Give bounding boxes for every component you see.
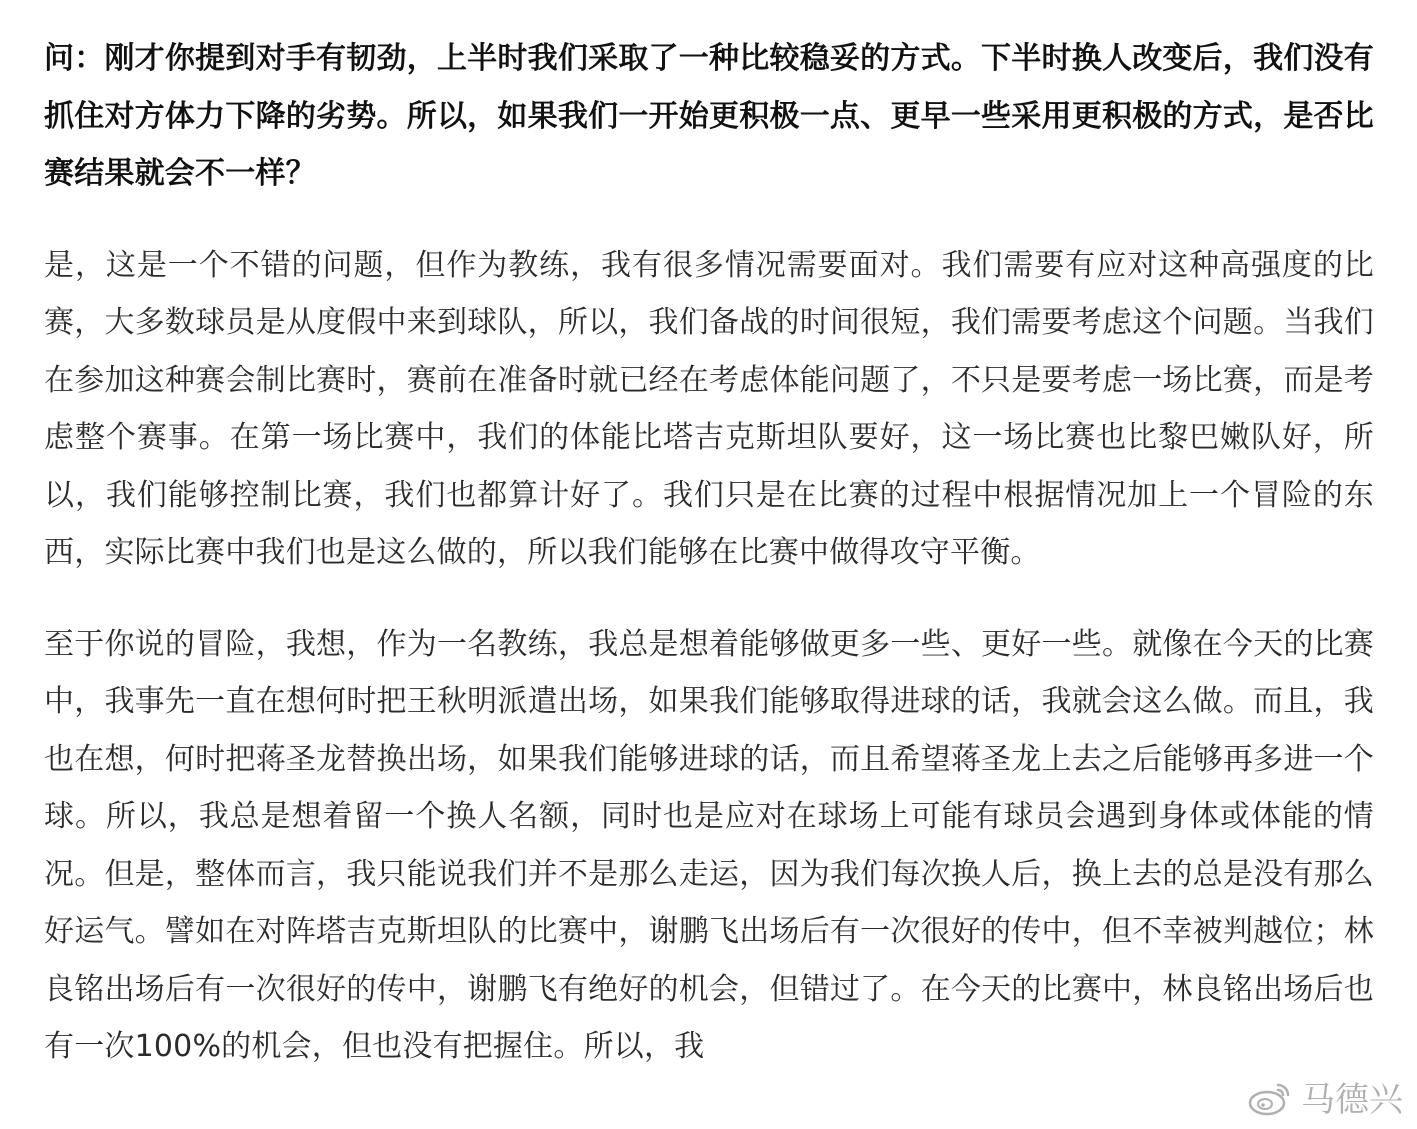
article-body xyxy=(44,30,1374,1076)
answer-paragraph-1: 是，这是一个不错的问题，但作为教练，我有很多情况需要面对。我们需要有应对这种高强度的比赛，大多数球员是从度假中来到球队，所以，我们备战的时间很短，我们需要考虑这个问题。当我们在参加这种赛会制比赛时，赛前在准备时就已经在考虑体能问题了，不只是要考虑一场比赛，而是考虑整个赛事。在第一场比赛中，我们的体能比塔吉克斯坦队要好，这一场比赛也比黎巴嫩队好，所以，我们能够控制比赛，我们也都算计好了。我们只是在比赛的过程中根据情况加上一个冒险的东西，实际比赛中我们也是这么做的，所以我们能够在比赛中做得攻守平衡。 xyxy=(44,247,1374,570)
answer-paragraph-2: 至于你说的冒险，我想，作为一名教练，我总是想着能够做更多一些、更好一些。就像在今天的比赛中，我事先一直在想何时把王秋明派遣出场，如果我们能够取得进球的话，我就会这么做。而且，我也在想，何时把蒋圣龙替换出场，如果我们能够进球的话，而且希望蒋圣龙上去之后能够再多进一个球。所以，我总是想着留一个换人名额，同时也是应对在球场上可能有球员会遇到身体或体能的情况。但是，整体而言，我只能说我们并不是那么走运，因为我们每次换人后，换上去的总是没有那么好运气。譬如在对阵塔吉克斯坦队的比赛中，谢鹏飞出场后有一次很好的传中，但不幸被判越位；林良铭出场后有一次很好的传中，谢鹏飞有绝好的机会，但错过了。在今天的比赛中，林良铭出场后也有一次100%的机会，但也没有把握住。所以，我 xyxy=(44,626,1374,1064)
paragraph-gap xyxy=(44,203,1374,237)
question-paragraph: 问：刚才你提到对手有韧劲，上半时我们采取了一种比较稳妥的方式。下半时换人改变后，我们没有抓住对方体力下降的劣势。所以，如果我们一开始更积极一点、更早一些采用更积极的方式，是否比赛结果就会不一样？ xyxy=(44,41,1374,191)
weibo-icon xyxy=(1247,1077,1293,1117)
paragraph-gap xyxy=(44,582,1374,616)
watermark-author: 马德兴 xyxy=(1301,1081,1403,1119)
weibo-watermark xyxy=(1247,1072,1403,1121)
